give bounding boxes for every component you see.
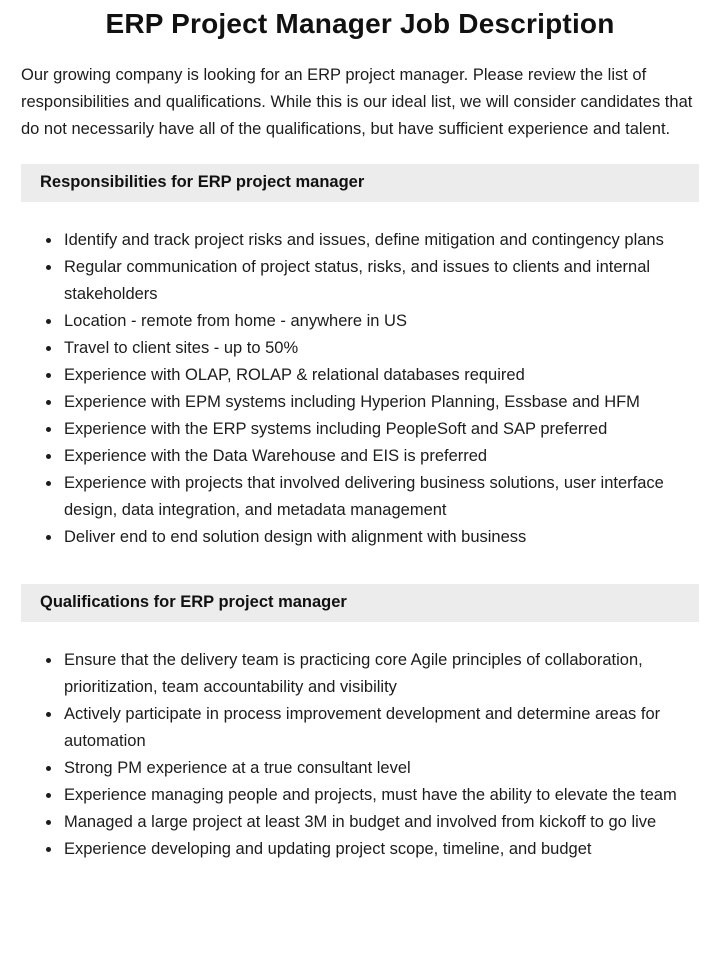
qualification-list-item: • Managed a large project at least 3M in budget and involved from kickoff to go live (62, 809, 699, 836)
qualification-list-item: • Experience managing people and projects, must have the ability to elevate the team (62, 782, 699, 809)
qualifications-section-heading: Qualifications for ERP project manager (21, 584, 699, 622)
responsibility-list-item: • Experience with the Data Warehouse and EIS is preferred (62, 443, 699, 470)
responsibility-list-item: • Experience with projects that involved delivering business solutions, user interface design, data integration, and metadata management (62, 470, 699, 524)
responsibility-list-item: • Experience with the ERP systems including PeopleSoft and SAP preferred (62, 416, 699, 443)
responsibility-list-item: • Regular communication of project status, risks, and issues to clients and internal stakeholders (62, 254, 699, 308)
responsibility-list-item: • Deliver end to end solution design with alignment with business (62, 524, 699, 551)
qualification-list-item: • Strong PM experience at a true consultant level (62, 755, 699, 782)
responsibility-list-item: • Experience with OLAP, ROLAP & relational databases required (62, 362, 699, 389)
responsibility-list-item: • Location - remote from home - anywhere in US (62, 308, 699, 335)
responsibility-list-item: • Travel to client sites - up to 50% (62, 335, 699, 362)
page-title: ERP Project Manager Job Description (105, 8, 615, 39)
responsibilities-section-heading: Responsibilities for ERP project manager (21, 164, 699, 202)
responsibility-list-item: • Experience with EPM systems including Hyperion Planning, Essbase and HFM (62, 389, 699, 416)
responsibility-list-item: • Identify and track project risks and issues, define mitigation and contingency plans (62, 227, 699, 254)
intro-paragraph: Our growing company is looking for an ERP project manager. Please review the list of responsibilities and qualifications. While this is our ideal list, we will consider candidates that do not necessarily have all of the qualifications, but have sufficient experience and talent. (21, 66, 693, 138)
responsibilities-list (21, 227, 699, 551)
qualifications-list (21, 647, 699, 863)
qualification-list-item: • Actively participate in process improvement development and determine areas for automation (62, 701, 699, 755)
qualification-list-item: • Experience developing and updating project scope, timeline, and budget (62, 836, 699, 863)
qualification-list-item: • Ensure that the delivery team is practicing core Agile principles of collaboration, prioritization, team accountability and visibility (62, 647, 699, 701)
